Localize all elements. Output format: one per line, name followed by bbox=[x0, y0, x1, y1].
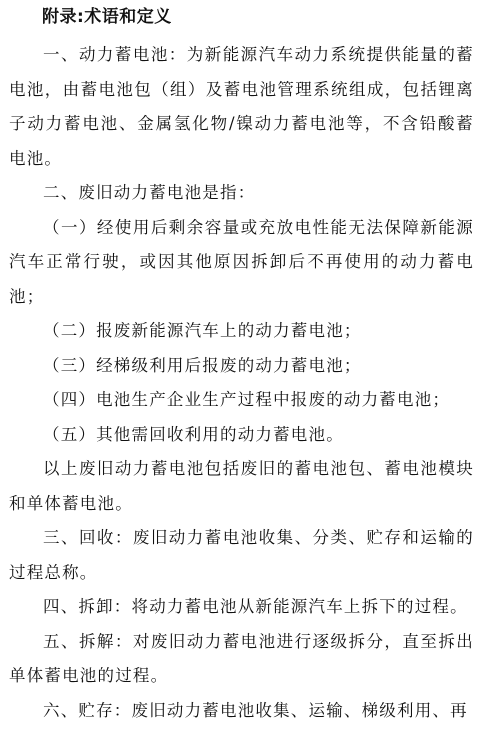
paragraph-waste-battery-intro: 二、废旧动力蓄电池是指： bbox=[43, 183, 256, 202]
paragraph-recycling-definition: 三、回收：废旧动力蓄电池收集、分类、贮存和运输的过程总称。 bbox=[9, 528, 474, 582]
paragraph-power-battery-definition: 一、动力蓄电池：为新能源汽车动力系统提供能量的蓄电池，由蓄电池包（组）及蓄电池管理系统组成，包括锂离子动力蓄电池、金属氢化物/镍动力蓄电池等，不含铅酸蓄电池。 bbox=[9, 45, 474, 168]
paragraph-item-2: （二）报废新能源汽车上的动力蓄电池； bbox=[43, 321, 362, 340]
paragraph-item-5: （五）其他需回收利用的动力蓄电池。 bbox=[43, 424, 344, 444]
paragraph-storage-definition: 六、贮存：废旧动力蓄电池收集、运输、梯级利用、再 bbox=[43, 700, 468, 720]
paragraph-item-4: （四）电池生产企业生产过程中报废的动力蓄电池； bbox=[43, 390, 451, 409]
paragraph-waste-battery-scope: 以上废旧动力蓄电池包括废旧的蓄电池包、蓄电池模块和单体蓄电池。 bbox=[9, 459, 474, 513]
paragraph-item-1: （一）经使用后剩余容量或充放电性能无法保障新能源汽车正常行驶，或因其他原因拆卸后不再使用的动力蓄电池； bbox=[9, 217, 474, 306]
paragraph-item-3: （三）经梯级利用后报废的动力蓄电池； bbox=[43, 355, 362, 375]
paragraph-removal-definition: 四、拆卸：将动力蓄电池从新能源汽车上拆下的过程。 bbox=[43, 597, 468, 616]
appendix-heading: 附录:术语和定义 bbox=[42, 7, 172, 27]
paragraph-dismantling-definition: 五、拆解：对废旧动力蓄电池进行逐级拆分，直至拆出单体蓄电池的过程。 bbox=[9, 631, 474, 685]
